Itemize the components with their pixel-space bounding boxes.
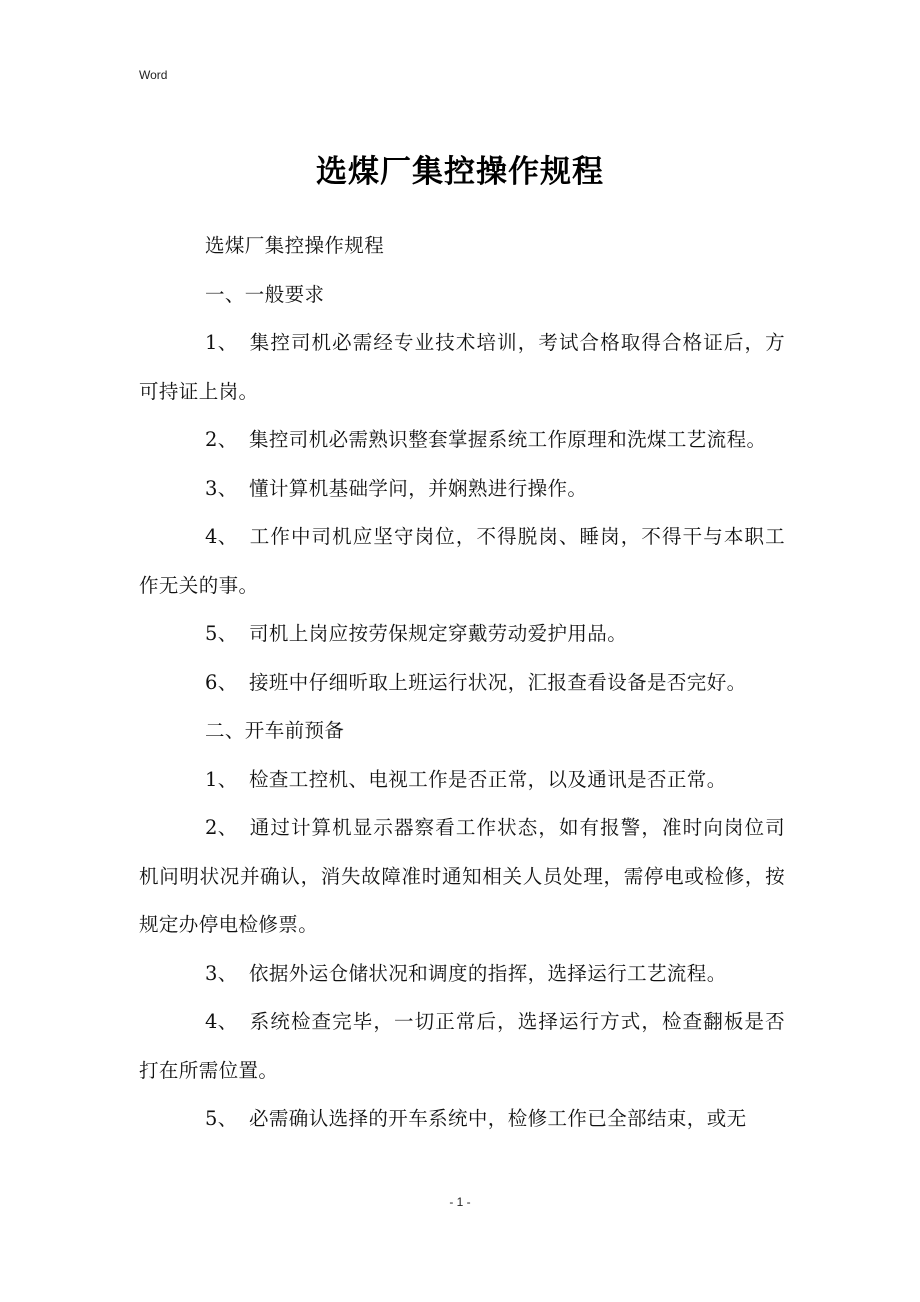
item-number: 2、 <box>205 428 238 451</box>
list-item <box>139 998 785 1095</box>
list-item <box>139 319 785 416</box>
list-item <box>139 950 785 999</box>
item-text: 系统检查完毕，一切正常后，选择运行方式，检查翻板是否打在所需位置。 <box>139 1010 785 1082</box>
list-item <box>139 1095 785 1144</box>
item-number: 5、 <box>205 1107 238 1130</box>
section-heading-preparation: 二、开车前预备 <box>205 719 345 742</box>
item-number: 6、 <box>205 670 238 694</box>
document-header-label: Word <box>139 68 168 82</box>
item-number: 4、 <box>205 1010 238 1033</box>
list-item <box>139 513 785 610</box>
item-text: 集控司机必需经专业技术培训，考试合格取得合格证后，方可持证上岗。 <box>139 331 785 403</box>
item-number: 3、 <box>205 961 238 985</box>
item-number: 5、 <box>205 622 238 645</box>
item-text: 工作中司机应坚守岗位，不得脱岗、睡岗，不得干与本职工作无关的事。 <box>139 525 785 597</box>
item-text: 懂计算机基础学问，并娴熟进行操作。 <box>249 476 588 500</box>
item-text: 接班中仔细听取上班运行状况，汇报查看设备是否完好。 <box>249 670 747 694</box>
item-text: 集控司机必需熟识整套掌握系统工作原理和洗煤工艺流程。 <box>249 428 767 451</box>
item-text: 司机上岗应按劳保规定穿戴劳动爱护用品。 <box>249 622 628 645</box>
item-text: 通过计算机显示器察看工作状态，如有报警，准时向岗位司机问明状况并确认，消失故障准时通知相关人员处理，需停电或检修，按规定办停电检修票。 <box>139 816 785 936</box>
item-number: 4、 <box>205 525 238 548</box>
list-item <box>139 804 785 950</box>
list-item <box>139 756 785 805</box>
item-number: 1、 <box>205 331 238 354</box>
list-item <box>139 465 785 514</box>
item-text: 检查工控机、电视工作是否正常，以及通讯是否正常。 <box>249 767 727 791</box>
document-title: 选煤厂集控操作规程 <box>316 154 604 190</box>
list-item <box>139 659 785 708</box>
item-number: 3、 <box>205 476 238 500</box>
section-heading-general: 一、一般要求 <box>205 282 325 306</box>
document-subtitle: 选煤厂集控操作规程 <box>205 234 385 257</box>
item-number: 2、 <box>205 816 238 839</box>
list-item <box>139 416 785 465</box>
item-text: 依据外运仓储状况和调度的指挥，选择运行工艺流程。 <box>249 961 727 985</box>
item-text: 必需确认选择的开车系统中，检修工作已全部结束，或无 <box>249 1107 747 1130</box>
list-item <box>139 610 785 659</box>
document-body <box>139 222 785 1144</box>
page-number: - 1 - <box>449 1195 471 1209</box>
item-number: 1、 <box>205 767 238 791</box>
